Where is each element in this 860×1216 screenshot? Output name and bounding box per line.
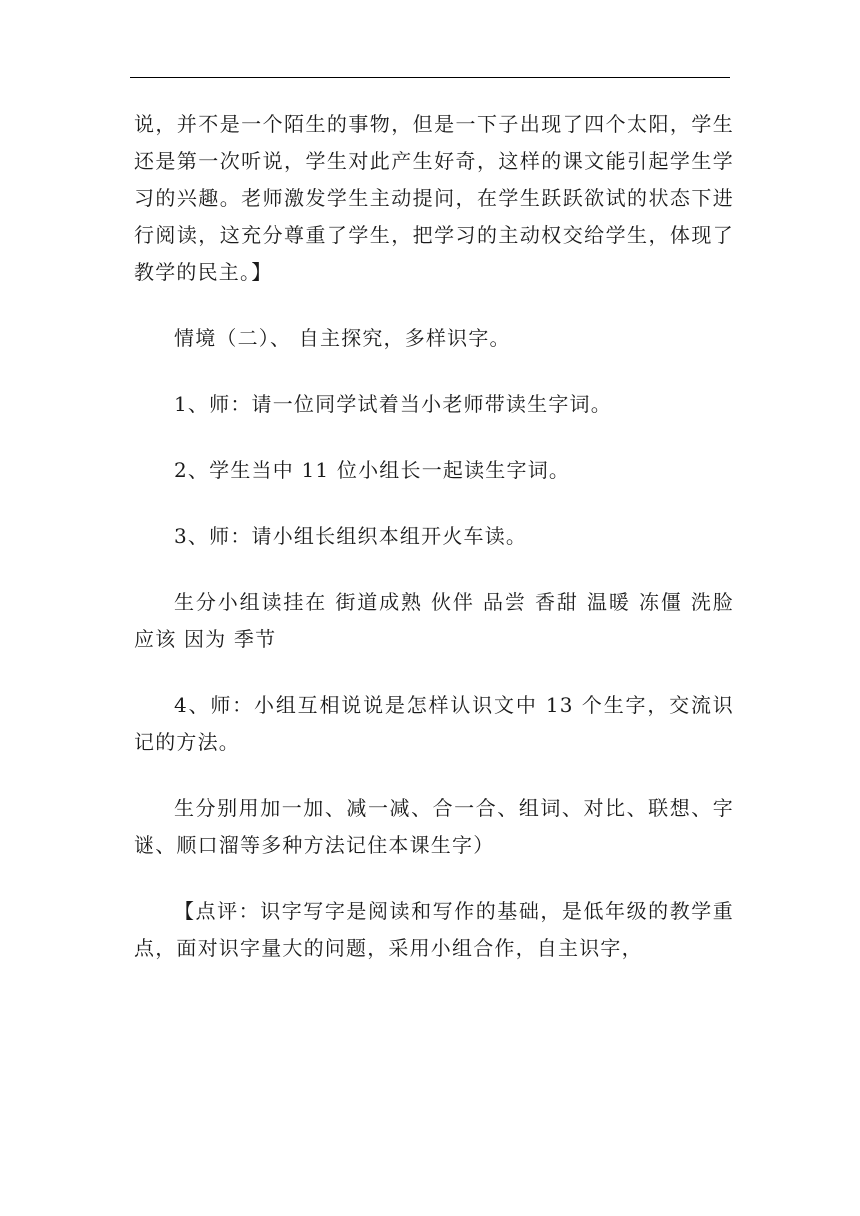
paragraph-step-4: 4、师：小组互相说说是怎样认识文中 13 个生字，交流识记的方法。 <box>134 693 734 754</box>
paragraph-step-1: 1、师：请一位同学试着当小老师带读生字词。 <box>174 392 612 416</box>
paragraph-methods: 生分别用加一加、减一减、合一合、组词、对比、联想、字谜、顺口溜等多种方法记住本课生字） <box>134 796 734 857</box>
paragraph-step-2: 2、学生当中 11 位小组长一起读生字词。 <box>174 458 571 482</box>
paragraph-comment: 【点评：识字写字是阅读和写作的基础，是低年级的教学重点，面对识字量大的问题，采用小组合作，自主识字， <box>134 899 734 960</box>
paragraph-section-heading: 情境（二）、 自主探究，多样识字。 <box>174 326 511 350</box>
document-body <box>134 106 734 996</box>
paragraph-word-list: 生分小组读挂在 街道成熟 伙伴 品尝 香甜 温暖 冻僵 洗脸 应该 因为 季节 <box>134 590 734 651</box>
paragraph-continued: 说，并不是一个陌生的事物，但是一下子出现了四个太阳，学生还是第一次听说，学生对此产生好奇，这样的课文能引起学生学习的兴趣。老师激发学生主动提问，在学生跃跃欲试的状态下进行阅读，这充分尊重了学生，把学习的主动权交给学生，体现了教学的民主。】 <box>134 112 734 284</box>
header-rule <box>130 77 730 78</box>
paragraph-step-3: 3、师：请小组长组织本组开火车读。 <box>174 524 528 548</box>
